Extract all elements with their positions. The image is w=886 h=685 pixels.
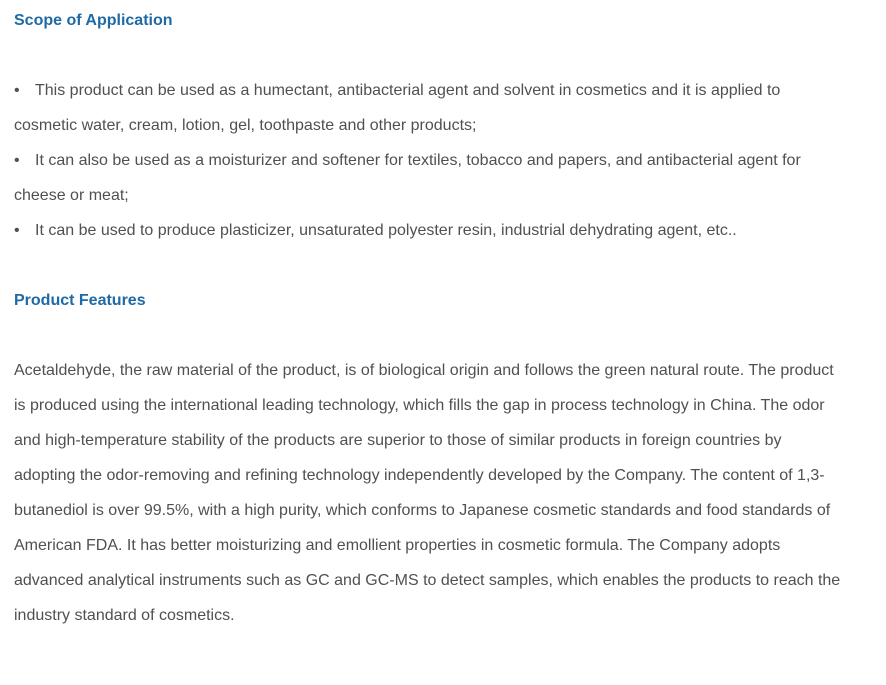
spacer — [14, 318, 844, 353]
product-features-paragraph: Acetaldehyde, the raw material of the product, is of biological origin and follows the green natural route. The product is produced using the international leading technology, which fills the gap in process technology in China. The odor and high-temperature stability of the products are superior to those of similar products in foreign countries by adopting the odor-removing and refining technology independently developed by the Company. The content of 1,3-butanediol is over 99.5%, with a high purity, which conforms to Japanese cosmetic standards and food standards of American FDA. It has better moisturizing and emollient properties in cosmetic formula. The Company adopts advanced analytical instruments such as GC and GC-MS to detect samples, which enables the products to reach the industry standard of cosmetics. — [14, 362, 841, 624]
product-features-heading: Product Features — [14, 292, 146, 309]
bullet-icon: • — [14, 152, 20, 169]
page-content — [14, 0, 844, 633]
scope-list — [14, 73, 844, 248]
list-item — [14, 213, 844, 248]
bullet-icon: • — [14, 82, 20, 99]
spacer — [14, 248, 844, 283]
spacer — [14, 38, 844, 73]
bullet-icon: • — [14, 222, 20, 239]
list-item-text: It can be used to produce plasticizer, unsaturated polyester resin, industrial dehydrating agent, etc.. — [35, 222, 737, 239]
list-item-text: It can also be used as a moisturizer and softener for textiles, tobacco and papers, and antibacterial agent for cheese or meat; — [14, 152, 801, 204]
list-item — [14, 73, 844, 143]
list-item — [14, 143, 844, 213]
list-item-text: This product can be used as a humectant, antibacterial agent and solvent in cosmetics and it is applied to cosmetic water, cream, lotion, gel, toothpaste and other products; — [14, 82, 781, 134]
scope-of-application-heading: Scope of Application — [14, 12, 173, 29]
